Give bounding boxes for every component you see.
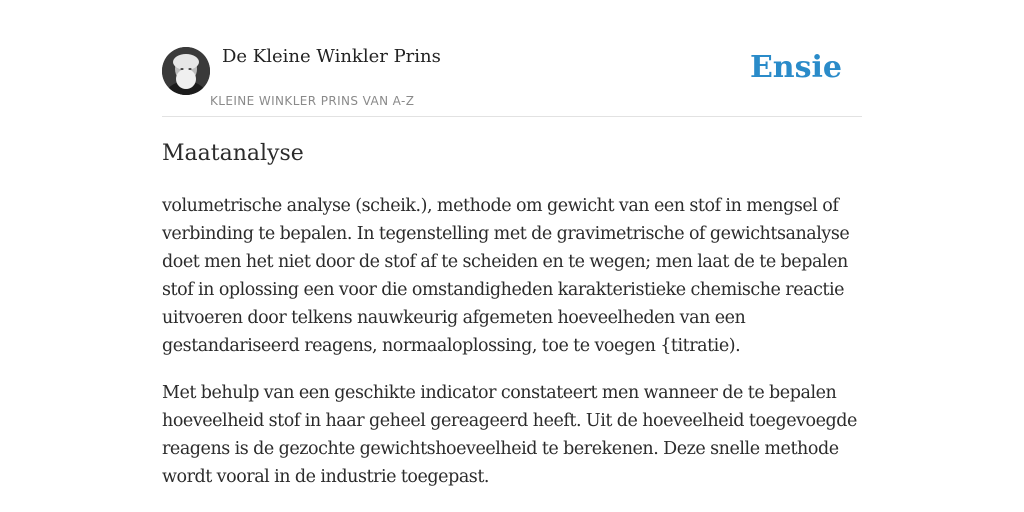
author-avatar[interactable] xyxy=(162,47,210,95)
article-title: Maatanalyse xyxy=(162,141,304,166)
article-body xyxy=(162,192,862,510)
paragraph: volumetrische analyse (scheik.), methode om gewicht van een stof in mengsel of verbinding te bepalen. In tegenstelling met de gravimetrische of gewichtsanalyse doet men het niet door de stof af te scheiden en te wegen; men laat de te bepalen stof in oplossing een voor die omstandigheden karakteristieke chemische reactie uitvoeren door telkens nauwkeurig afgemeten hoeveelheden van een gestandariseerd reagens, normaaloplossing, toe te voegen {titratie). xyxy=(162,196,850,356)
paragraph: Met behulp van een geschikte indicator constateert men wanneer de te bepalen hoeveelheid stof in haar geheel gereageerd heeft. Uit de hoeveelheid toegevoegde reagens is de gezochte gewichtshoeveelheid te berekenen. Deze snelle methode wordt vooral in de industrie toegepast. xyxy=(162,383,857,487)
header xyxy=(162,0,862,117)
portrait-image xyxy=(162,47,210,95)
source-subtitle: KLEINE WINKLER PRINS VAN A-Z xyxy=(210,94,415,108)
author-name[interactable]: De Kleine Winkler Prins xyxy=(222,46,441,67)
brand-logo[interactable]: Ensie xyxy=(749,50,842,85)
page xyxy=(162,0,862,487)
